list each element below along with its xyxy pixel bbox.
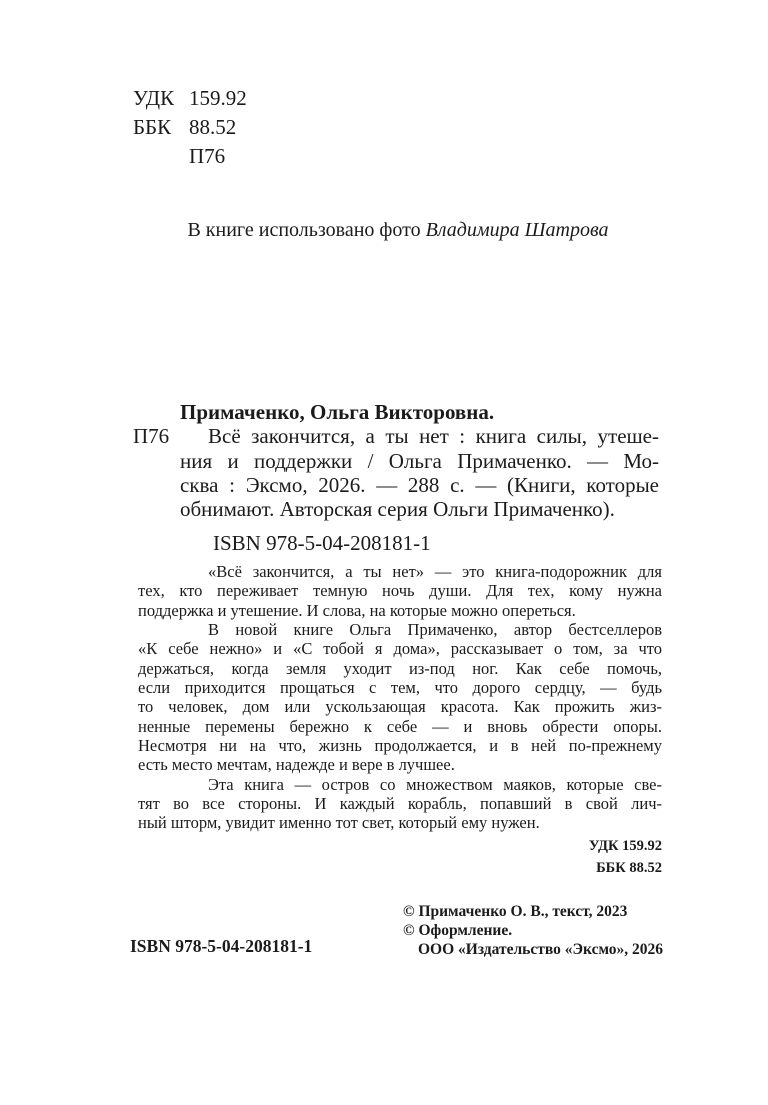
annotation-line: ненные перемены бережно к себе — и вновь обрести опоры. [138,716,662,736]
annotation-paragraph [138,775,662,833]
author-sign-label [133,142,189,171]
annotation-line: есть место мечтам, надежде и вере в лучшее. [138,755,455,775]
bib-line: сква : Эксмо, 2026. — 288 с. — (Книги, которые [180,472,659,497]
annotation-line: если приходится прощаться с тем, что дорого сердцу, — будь [138,678,662,698]
bottom-catalog-codes [589,836,662,879]
annotation-line: ный шторм, увидит именно тот свет, который ему нужен. [138,813,540,833]
isbn-imprint: ISBN 978-5-04-208181-1 [130,936,313,956]
photo-credit-line [133,218,663,242]
annotation-line: держаться, когда земля уходит из-под ног. Как себе помочь, [138,658,662,678]
author-sign-value: П76 [189,144,226,168]
isbn-catalog: ISBN 978-5-04-208181-1 [213,531,431,555]
photographer-name: Владимира Шатрова [425,219,609,241]
bbk-value: 88.52 [189,115,237,139]
bbk-code-row [133,113,247,142]
bbk-label: ББК [133,115,172,139]
catalog-card [133,400,663,521]
bib-line: обнимают. Авторская серия Ольги Примаченко). [180,497,615,522]
bibliographic-record [180,424,659,521]
copyright-design-line: © Оформление. [403,922,513,939]
bib-line: Всё закончится, а ты нет : книга силы, утеше- [208,424,659,449]
annotation [138,562,662,833]
annotation-line: тех, кто переживает темную ночь души. Для тех, кому нужна [138,581,662,601]
annotation-line: поддержка и утешение. И слова, на которые можно опереться. [138,600,576,620]
copyright-text-line: © Примаченко О. В., текст, 2023 [403,903,628,920]
annotation-paragraph [138,562,662,620]
annotation-line: «К себе нежно» и «С тобой я дома», рассказывает о том, за что [138,639,662,659]
author-heading: Примаченко, Ольга Викторовна. [180,400,495,424]
udc-value: 159.92 [189,86,247,110]
udc-code-bottom: УДК 159.92 [588,838,662,854]
udc-label: УДК [133,86,175,110]
photo-credit-text: В книге использовано фото [187,219,426,241]
bbk-code-bottom: ББК 88.52 [596,859,662,876]
annotation-line: Эта книга — остров со множеством маяков, которые све- [208,774,662,794]
annotation-line: то человек, дом или ускользающая красота. Как прожить жиз- [138,697,662,717]
annotation-line: «Всё закончится, а ты нет» — это книга-подорожник для [208,562,662,581]
annotation-line: В новой книге Ольга Примаченко, автор бестселлеров [208,620,662,640]
top-catalog-codes [133,84,247,171]
copyright-block [403,902,663,959]
publisher-line: ООО «Издательство «Эксмо», 2026 [418,941,664,958]
annotation-line: Несмотря ни на что, жизнь продолжается, и в ней по-прежнему [138,736,662,756]
annotation-line: тят во все стороны. И каждый корабль, попавший в свой лич- [138,794,662,814]
margin-author-sign: П76 [133,424,170,449]
annotation-paragraph [138,620,662,775]
bib-line: ния и поддержки / Ольга Примаченко. — Мо- [180,448,659,473]
author-sign-row [133,142,247,171]
udc-code-row [133,84,247,113]
